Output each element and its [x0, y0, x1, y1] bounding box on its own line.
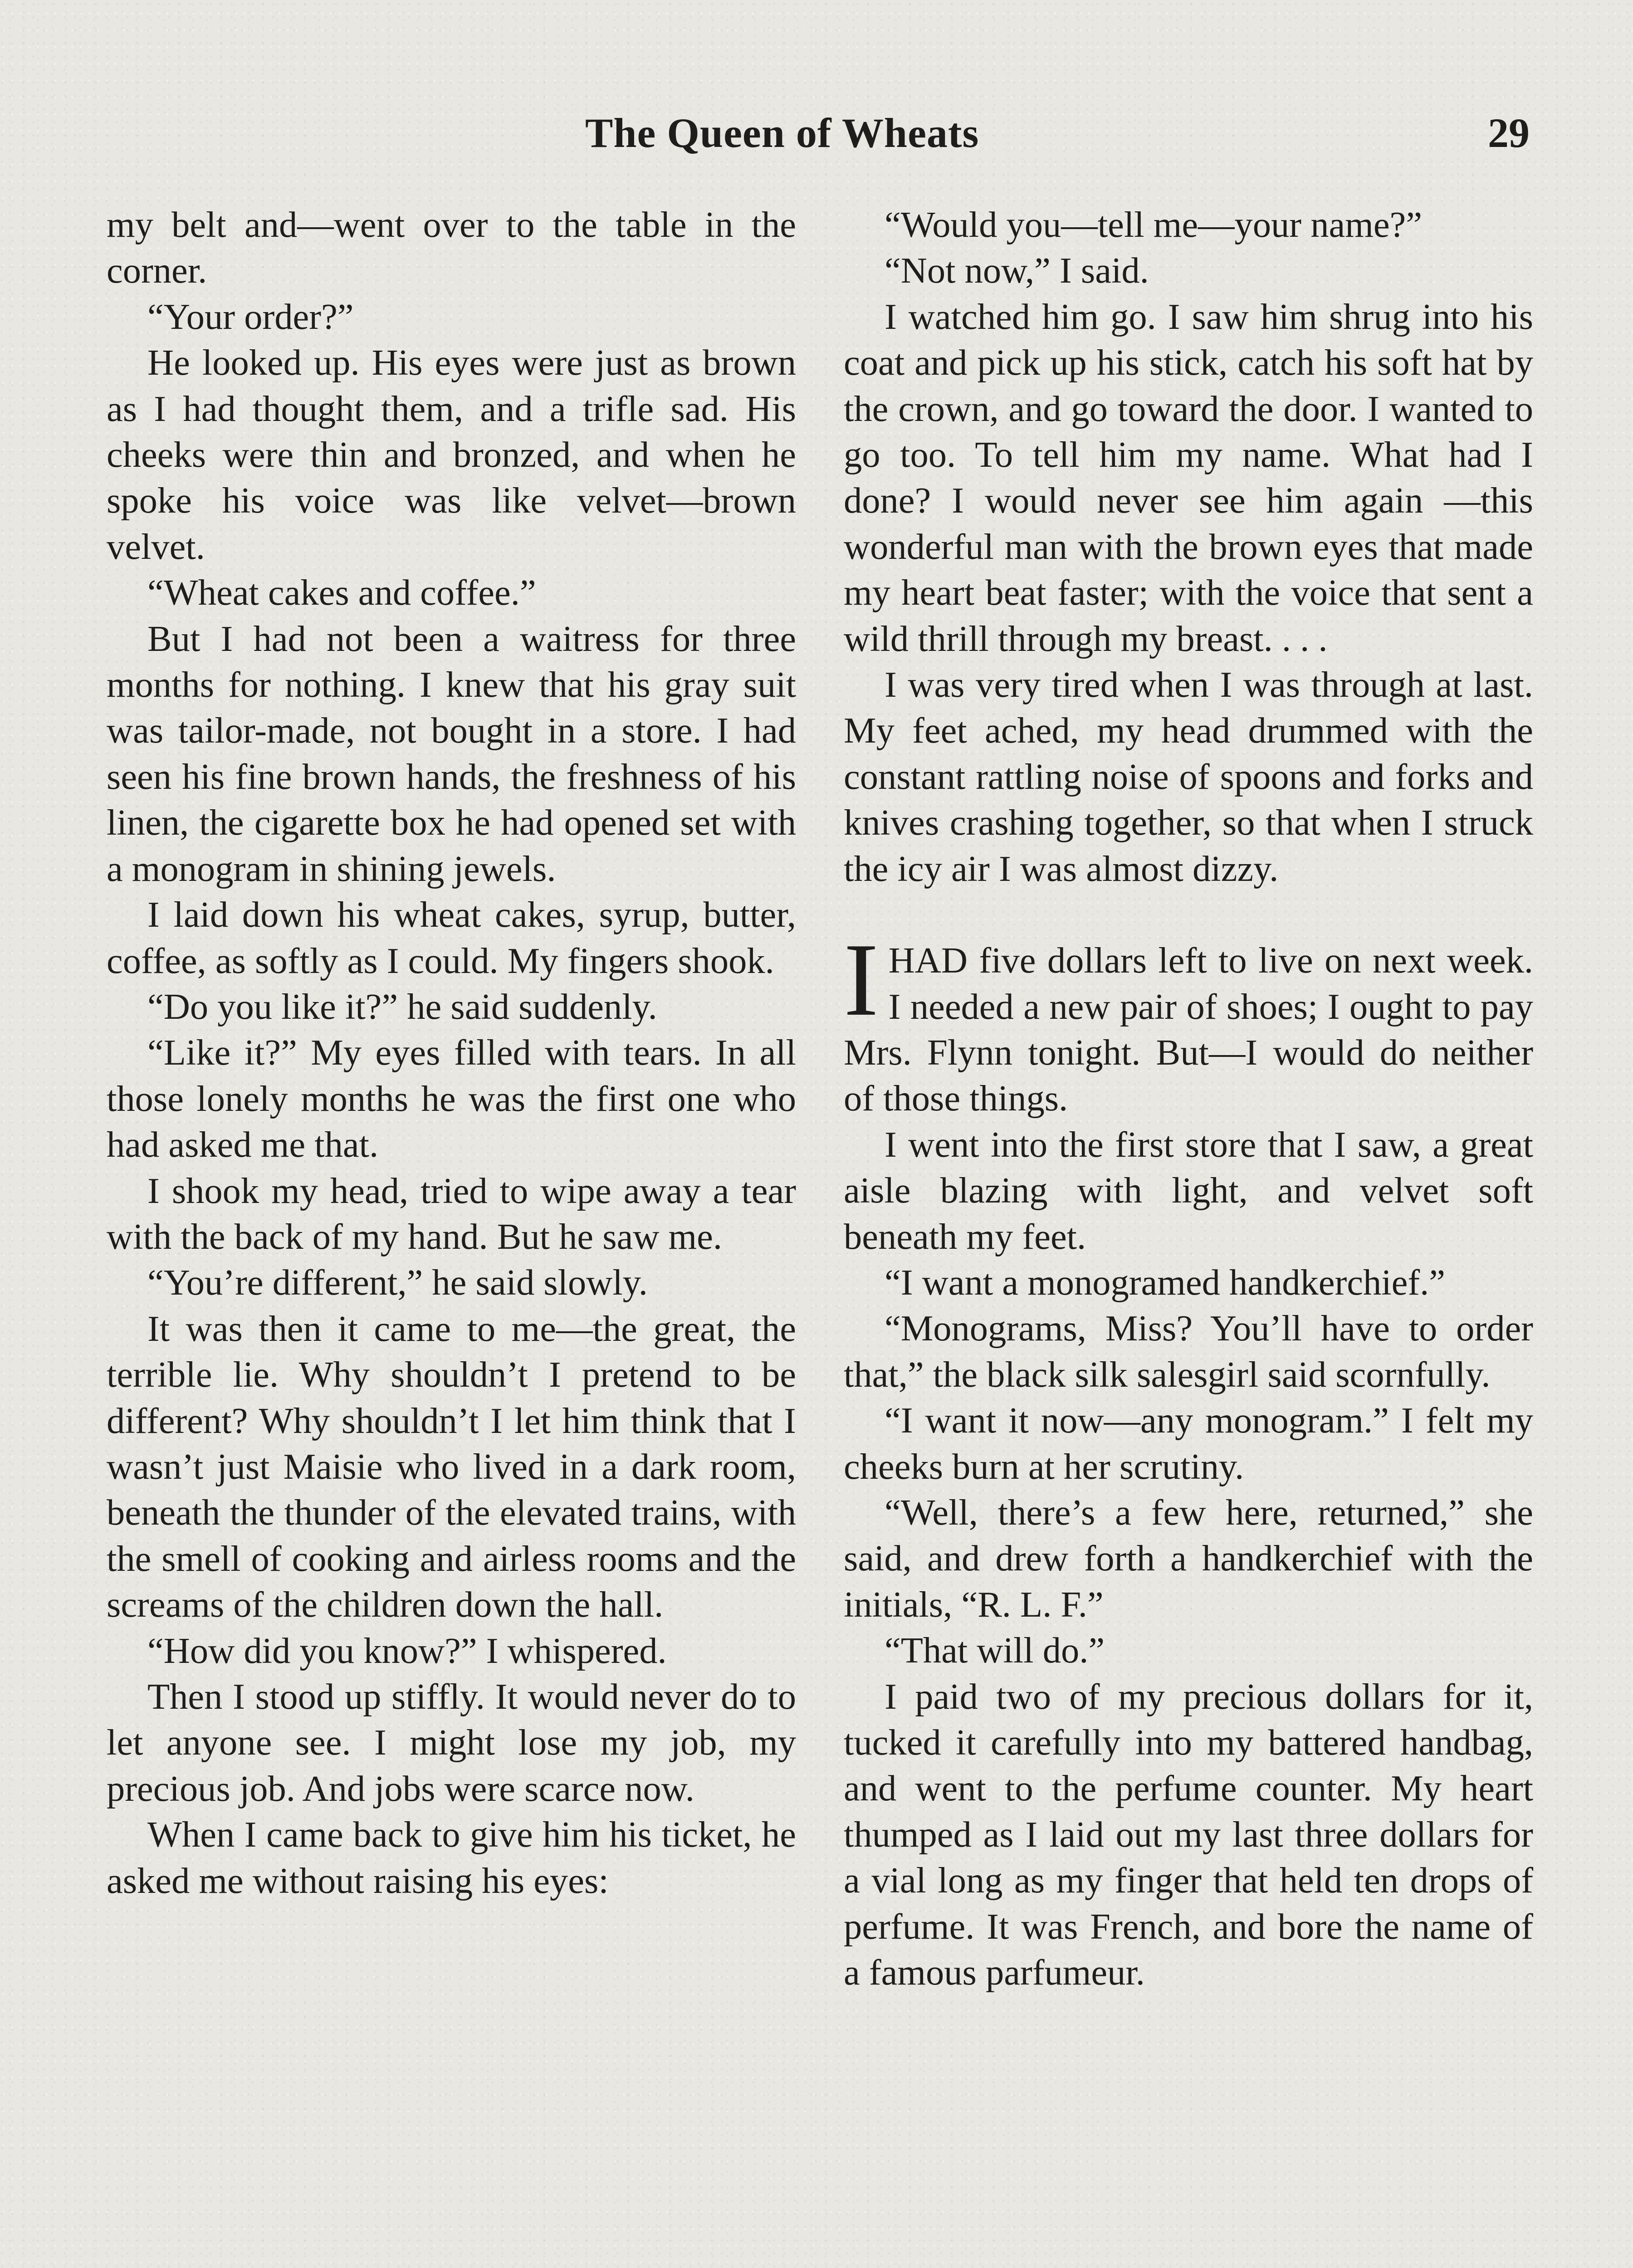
- paragraph: When I came back to give him his ticket, he asked me without raising his eyes:: [107, 1814, 796, 1901]
- paragraph: “Wheat cakes and coffee.”: [147, 572, 536, 613]
- paragraph: “Would you—tell me—your name?”: [885, 205, 1423, 245]
- paragraph: “Your order?”: [147, 296, 354, 337]
- right-column: [844, 202, 1533, 1995]
- paragraph: It was then it came to me—the great, the terrible lie. Why shouldn’t I pretend to be different? Why shouldn’t I let him think that I wasn’t just Maisie who lived in a dark room, beneath the thunder of the elevated trains, with the smell of cooking and airless rooms and the screams of the children down the hall.: [107, 1308, 796, 1625]
- paragraph: “I want it now—any monogram.” I felt my cheeks burn at her scrutiny.: [844, 1400, 1533, 1487]
- paragraph: “Like it?” My eyes filled with tears. In all those lonely months he was the first one who had asked me that.: [107, 1032, 796, 1165]
- paragraph: I paid two of my precious dollars for it, tucked it carefully into my battered handbag, and went to the perfume counter. My heart thumped as I laid out my last three dollars for a vial long as my finger that held ten drops of perfume. It was French, and bore the name of a famous parfumeur.: [844, 1676, 1533, 1993]
- paragraph: “Not now,” I said.: [885, 250, 1149, 291]
- left-column: [107, 202, 796, 1904]
- section-opening-paragraph: [844, 922, 1533, 1122]
- drop-cap: I: [844, 922, 879, 1038]
- paragraph: I watched him go. I saw him shrug into his coat and pick up his stick, catch his soft hat by the crown, and go toward the door. I wanted to go too. To tell him my name. What had I done? I would never see him again —this wonderful man with the brown eyes that made my heart beat faster; with the voice that sent a wild thrill through my breast. . . .: [844, 296, 1533, 659]
- lead-in: HAD: [888, 940, 968, 981]
- paragraph: “That will do.”: [885, 1630, 1105, 1671]
- page-number: 29: [1488, 110, 1530, 156]
- paragraph: “Monograms, Miss? You’ll have to order that,” the black silk salesgirl said scornfully.: [844, 1308, 1533, 1395]
- running-title: The Queen of Wheats: [585, 110, 979, 156]
- paragraph: “You’re different,” he said slowly.: [147, 1262, 648, 1303]
- paragraph: “Well, there’s a few here, returned,” she said, and drew forth a handkerchief with the initials, “R. L. F.”: [844, 1492, 1533, 1625]
- section-opening-text: five dollars left to live on next week. I needed a new pair of shoes; I ought to pay Mrs. Flynn tonight. But—I would do neither of those things.: [844, 940, 1533, 1119]
- paragraph: “I want a monogramed handkerchief.”: [885, 1262, 1445, 1303]
- paragraph: “How did you know?” I whispered.: [147, 1630, 667, 1671]
- paragraph: He looked up. His eyes were just as brown as I had thought them, and a trifle sad. His cheeks were thin and bronzed, and when he spoke his voice was like velvet—brown velvet.: [107, 342, 796, 567]
- paragraph: I laid down his wheat cakes, syrup, butter, coffee, as softly as I could. My fingers shook.: [107, 894, 796, 981]
- paragraph: I went into the first store that I saw, a great aisle blazing with light, and velvet soft beneath my feet.: [844, 1124, 1533, 1257]
- paragraph: I was very tired when I was through at last. My feet ached, my head drummed with the constant rattling noise of spoons and forks and knives crashing together, so that when I struck the icy air I was almost dizzy.: [844, 665, 1533, 889]
- paragraph: my belt and—went over to the table in the corner.: [107, 205, 796, 291]
- paragraph: “Do you like it?” he said suddenly.: [147, 986, 657, 1027]
- paragraph: I shook my head, tried to wipe away a tear with the back of my hand. But he saw me.: [107, 1170, 796, 1257]
- paragraph: Then I stood up stiffly. It would never do to let anyone see. I might lose my job, my precious job. And jobs were scarce now.: [107, 1677, 796, 1809]
- paragraph: But I had not been a waitress for three months for nothing. I knew that his gray suit was tailor-made, not bought in a store. I had seen his fine brown hands, the freshness of his linen, the cigarette box he had opened set with a monogram in shining jewels.: [107, 618, 796, 889]
